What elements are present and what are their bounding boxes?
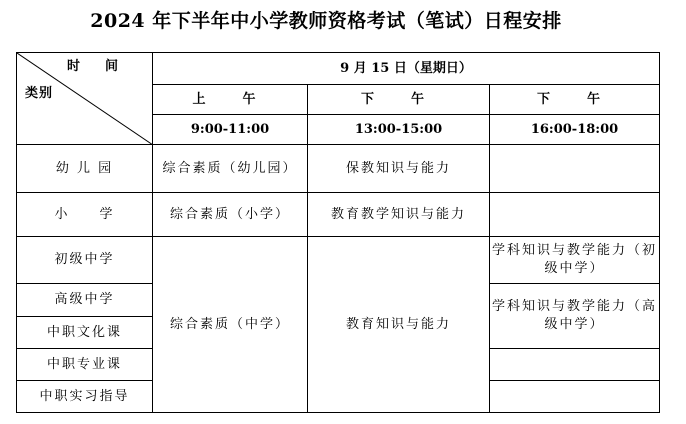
schedule-table [16,52,660,413]
category-primary: 小 学 [17,193,153,237]
period-afternoon-1: 下 午 [308,85,490,115]
page-title: 2024 年下半年中小学教师资格考试（笔试）日程安排 [90,10,562,32]
secondary-subject-2: 教育知识与能力 [308,237,490,413]
period-morning: 上 午 [153,85,308,115]
category-senior-high: 高级中学 [17,284,153,317]
secondary-subject-1: 综合素质（中学） [153,237,308,413]
kindergarten-subject-1: 综合素质（幼儿园） [153,145,308,193]
hours-session-2: 13:00-15:00 [308,115,490,145]
vocational-major-subject-3-empty [490,349,660,381]
hours-session-1: 9:00-11:00 [153,115,308,145]
primary-subject-3-empty [490,193,660,237]
primary-subject-2: 教育教学知识与能力 [308,193,490,237]
junior-high-subject-3: 学科知识与教学能力（初级中学） [490,237,660,284]
senior-high-subject-3: 学科知识与教学能力（高级中学） [490,284,660,349]
category-kindergarten: 幼 儿 园 [17,145,153,193]
vocational-internship-subject-3-empty [490,381,660,413]
category-vocational-culture: 中职文化课 [17,317,153,349]
category-header-label: 类别 [25,86,54,101]
exam-date-cell: 9 月 15 日（星期日） [153,53,660,85]
header-corner-cell [17,53,153,145]
category-junior-high: 初级中学 [17,237,153,284]
period-afternoon-2: 下 午 [490,85,660,115]
category-vocational-internship: 中职实习指导 [17,381,153,413]
primary-subject-1: 综合素质（小学） [153,193,308,237]
kindergarten-subject-2: 保教知识与能力 [308,145,490,193]
hours-session-3: 16:00-18:00 [490,115,660,145]
category-vocational-major: 中职专业课 [17,349,153,381]
kindergarten-subject-3-empty [490,145,660,193]
time-header-label: 时 间 [66,59,124,74]
